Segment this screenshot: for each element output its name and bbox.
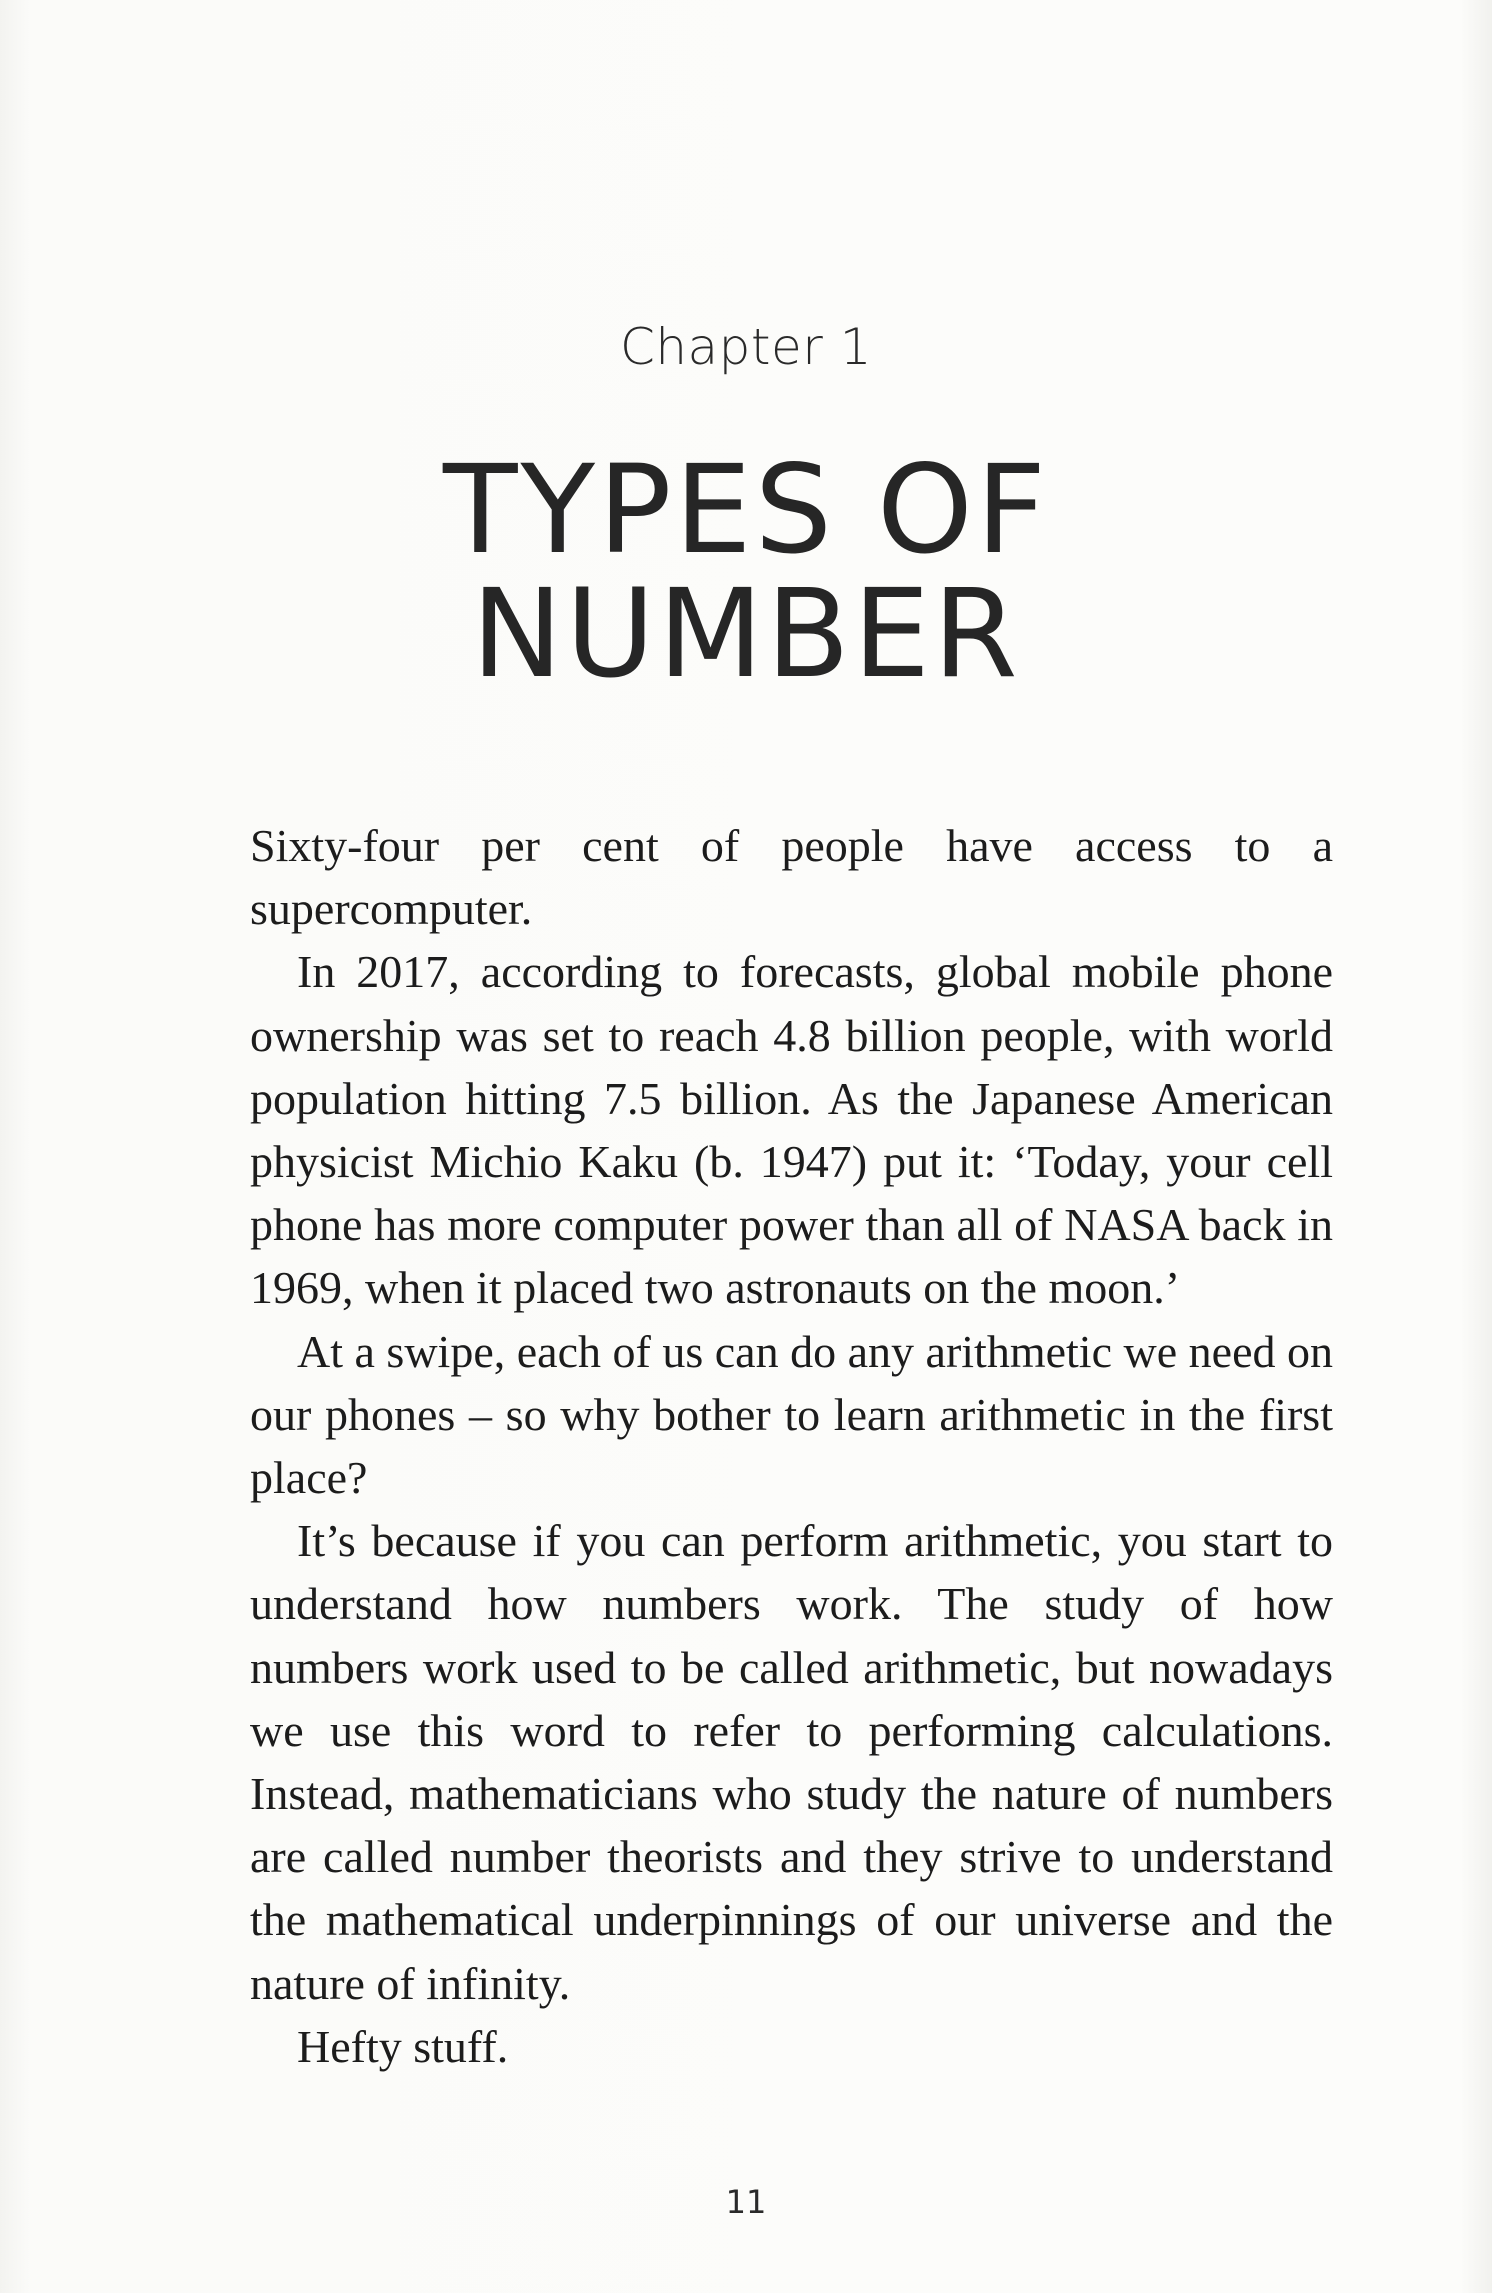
paragraph: At a swipe, each of us can do any arithmetic we need on our phones – so why bother to learn arithmetic in the first place?: [250, 1325, 1333, 1504]
chapter-title-line-2: NUMBER: [471, 563, 1021, 705]
paragraph: Sixty-four per cent of people have access to a supercomputer.: [250, 820, 1333, 935]
page-number: 11: [725, 2183, 767, 2221]
body-text: [250, 814, 1333, 2078]
paragraph: It’s because if you can perform arithmetic, you start to understand how numbers work. The study of how numbers work used to be called arithmetic, but nowadays we use this word to refer to performing calculations. Instead, mathematicians who study the nature of numbers are called number theorists and they strive to understand the mathematical underpinnings of our universe and the nature of infinity.: [250, 1515, 1333, 2009]
paragraph: Hefty stuff.: [297, 2020, 509, 2072]
paragraph: In 2017, according to forecasts, global mobile phone ownership was set to reach 4.8 billion people, with world population hitting 7.5 billion. As the Japanese American physicist Michio Kaku (b. 1947) put it: ‘Today, your cell phone has more computer power than all of NASA back in 1969, when it placed two astronauts on the moon.’: [250, 946, 1333, 1314]
chapter-title-line-1: TYPES OF: [442, 439, 1050, 581]
chapter-title: [0, 439, 1492, 705]
chapter-label: Chapter 1: [619, 318, 873, 376]
